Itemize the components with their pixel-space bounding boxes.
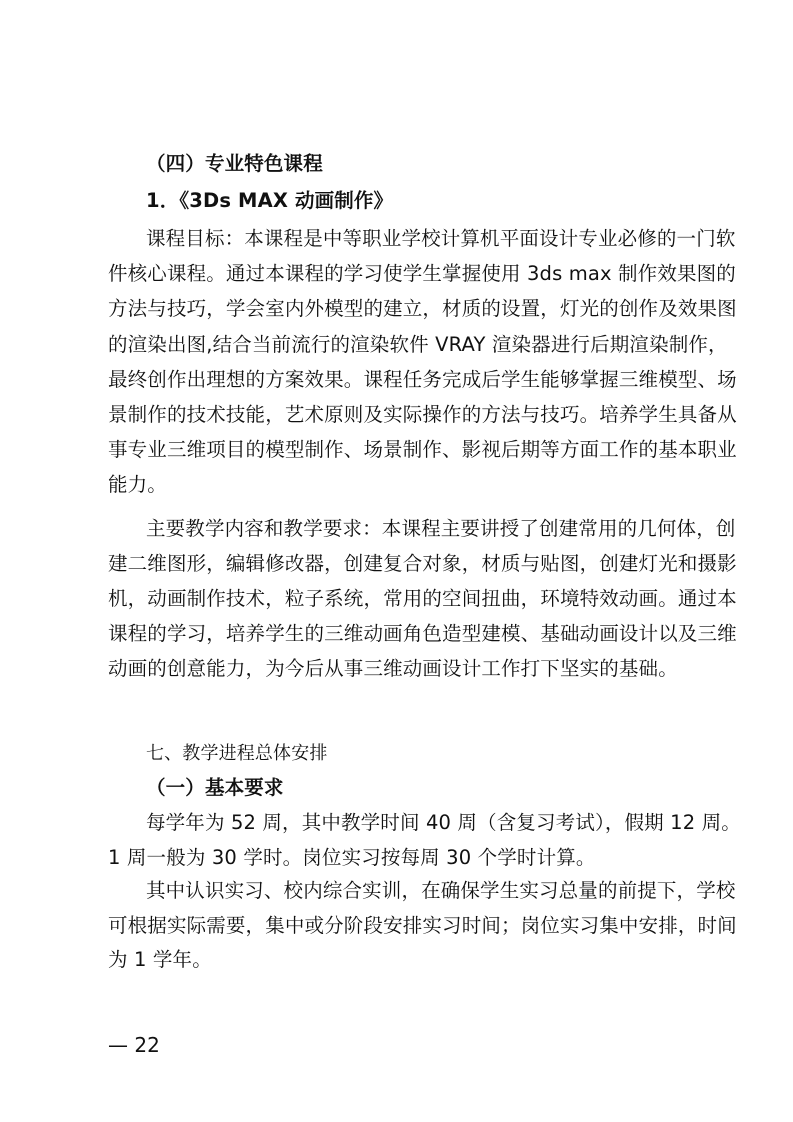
paragraph-line: 为 1 学年。 — [108, 948, 212, 971]
paragraph-line: 景制作的技术技能，艺术原则及实际操作的方法与技巧。培养学生具备从 — [108, 403, 737, 426]
paragraph-line: 方法与技巧，学会室内外模型的建立，材质的设置，灯光的创作及效果图 — [108, 297, 737, 320]
course-title: 1．《3Ds MAX 动画制作》 — [146, 189, 394, 212]
paragraph-line: 可根据实际需要，集中或分阶段安排实习时间；岗位实习集中安排，时间 — [108, 914, 737, 937]
paragraph-line: 课程目标：本课程是中等职业学校计算机平面设计专业必修的一门软 — [146, 227, 736, 250]
section-heading-specialty-courses: （四）专业特色课程 — [146, 152, 323, 175]
paragraph-line: 每学年为 52 周，其中教学时间 40 周（含复习考试），假期 12 周。 — [146, 811, 741, 834]
sub-heading-basic-requirements: （一）基本要求 — [146, 776, 284, 799]
section-heading-teaching-schedule: 七、教学进程总体安排 — [146, 743, 328, 764]
paragraph-line: 课程的学习，培养学生的三维动画角色造型建模、基础动画设计以及三维 — [108, 622, 737, 645]
paragraph-line: 能力。 — [108, 473, 167, 496]
paragraph-line: 件核心课程。通过本课程的学习使学生掌握使用 3ds max 制作效果图的 — [108, 262, 736, 285]
paragraph-line: 最终创作出理想的方案效果。课程任务完成后学生能够掌握三维模型、场 — [108, 368, 737, 391]
paragraph-line: 其中认识实习、校内综合实训，在确保学生实习总量的前提下，学校 — [146, 879, 736, 902]
paragraph-line: 事专业三维项目的模型制作、场景制作、影视后期等方面工作的基本职业 — [108, 438, 737, 461]
paragraph-line: 1 周一般为 30 学时。岗位实习按每周 30 个学时计算。 — [108, 846, 596, 869]
paragraph-line: 建二维图形，编辑修改器，创建复合对象，材质与贴图，创建灯光和摄影 — [108, 552, 737, 575]
paragraph-line: 机，动画制作技术，粒子系统，常用的空间扭曲，环境特效动画。通过本 — [108, 587, 737, 610]
paragraph-line: 的渲染出图,结合当前流行的渲染软件 VRAY 渲染器进行后期渲染制作， — [108, 333, 728, 356]
paragraph-line: 动画的创意能力，为今后从事三维动画设计工作打下坚实的基础。 — [108, 657, 678, 680]
paragraph-line: 主要教学内容和教学要求：本课程主要讲授了创建常用的几何体，创 — [146, 517, 736, 540]
page-number: — 22 — [108, 1033, 160, 1057]
